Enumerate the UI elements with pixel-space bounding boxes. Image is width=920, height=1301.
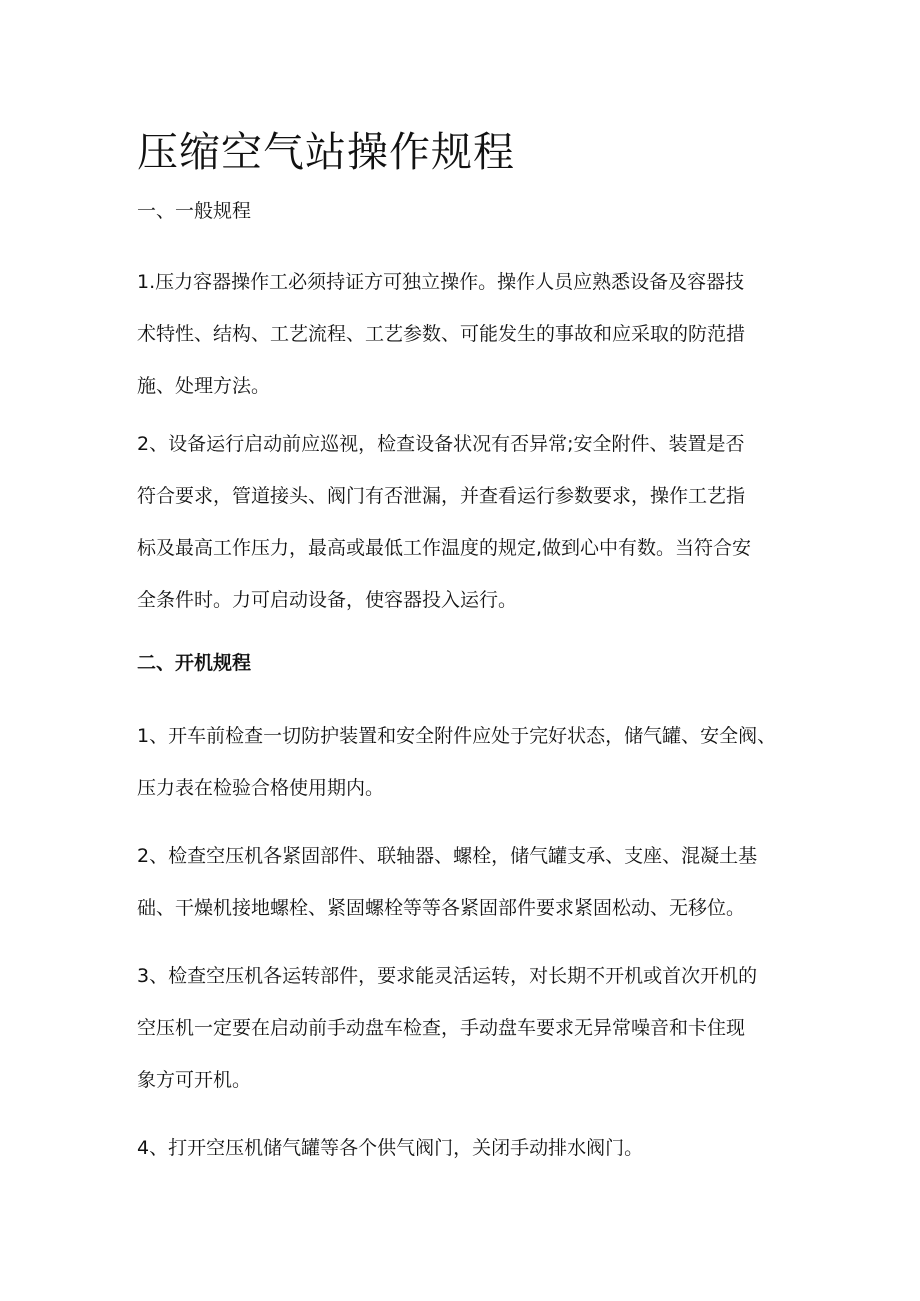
section-heading-startup: 二、开机规程 bbox=[137, 652, 252, 674]
paragraph-line: 础、干燥机接地螺栓、紧固螺栓等等各紧固部件要求紧固松动、无移位。 bbox=[137, 897, 746, 919]
paragraph-startup-2 bbox=[137, 830, 797, 934]
paragraph-line: 符合要求，管道接头、阀门有否泄漏，并查看运行参数要求，操作工艺指 bbox=[137, 485, 746, 507]
paragraph-startup-1 bbox=[137, 710, 797, 814]
paragraph-general-2 bbox=[137, 418, 797, 626]
paragraph-line: 1、开车前检查一切防护装置和安全附件应处于完好状态，储气罐、安全阀、 bbox=[137, 725, 777, 747]
paragraph-line: 标及最高工作压力，最高或最低工作温度的规定,做到心中有数。当符合安 bbox=[137, 537, 752, 559]
paragraph-line: 施、处理方法。 bbox=[137, 375, 271, 397]
paragraph-line: 空压机一定要在启动前手动盘车检查，手动盘车要求无异常噪音和卡住现 bbox=[137, 1017, 746, 1039]
paragraph-line: 3、检查空压机各运转部件，要求能灵活运转，对长期不开机或首次开机的 bbox=[137, 965, 758, 987]
paragraph-line: 象方可开机。 bbox=[137, 1069, 252, 1091]
paragraph-startup-3 bbox=[137, 950, 797, 1106]
document-title: 压缩空气站操作规程 bbox=[137, 128, 515, 176]
paragraph-line: 全条件时。力可启动设备，使容器投入运行。 bbox=[137, 589, 518, 611]
paragraph-general-1 bbox=[137, 256, 797, 412]
paragraph-line: 4、打开空压机储气罐等各个供气阀门，关闭手动排水阀门。 bbox=[137, 1137, 644, 1159]
paragraph-line: 2、设备运行启动前应巡视，检查设备状况有否异常;安全附件、装置是否 bbox=[137, 433, 745, 455]
paragraph-line: 术特性、结构、工艺流程、工艺参数、可能发生的事故和应采取的防范措 bbox=[137, 323, 746, 345]
paragraph-line: 压力表在检验合格使用期内。 bbox=[137, 777, 385, 799]
section-heading-general: 一、一般规程 bbox=[137, 200, 252, 222]
paragraph-startup-4 bbox=[137, 1122, 797, 1174]
paragraph-line: 2、检查空压机各紧固部件、联轴器、螺栓，储气罐支承、支座、混凝土基 bbox=[137, 845, 758, 867]
paragraph-line: 1.压力容器操作工必须持证方可独立操作。操作人员应熟悉设备及容器技 bbox=[137, 271, 745, 293]
